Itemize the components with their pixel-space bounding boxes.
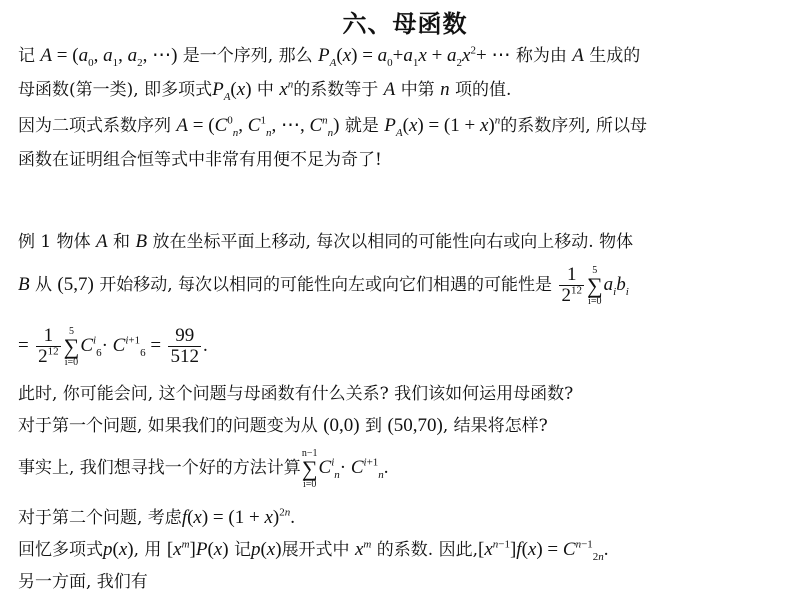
probability-fraction: $\frac{1}{2^{12}}$ [561, 264, 582, 306]
example-line-1: 例 1 物体 A 和 B 放在坐标平面上移动, 每次以相同的可能性向右或向上移动. 物体 [18, 231, 634, 252]
question-line-4: 对于第二个问题, 考虑$f(x) = (1 + x)^{2n}$. [18, 506, 295, 528]
example-line-3: = $\frac{1}{2^{12}}$ 5 ∑ i=0 $C^i_6\cdot C^{i+1}_6$ = $\frac{99}{512}$ . [18, 325, 208, 368]
section-title: 六、母函数 [342, 10, 468, 38]
answer-fraction: $\frac{99}{512}$ [170, 325, 199, 367]
binomial-line-2: 函数在证明组合恒等式中非常有用便不足为奇了! [18, 150, 382, 170]
question-line-5: 回忆多项式p(x), 用 $[x^m]P(x)$ 记p(x)展开式中 $x^m$ 的系数. 因此$,[x^{n-1}]f(x) = C^{n-1}_{2n}$. [18, 538, 609, 563]
definition-line-1: 记 $A = (a_0$, $a_1$, $a_2$, ⋯) 是一个序列, 那么 $P_A(x) = a_0+a_1x + a_2x^2+$ ⋯ 称为由 A 生成的 [18, 44, 641, 69]
question-line-1: 此时, 你可能会问, 这个问题与母函数有什么关系? 我们该如何运用母函数? [18, 384, 574, 404]
example-line-2: B 从 (5,7) 开始移动, 每次以相同的可能性向左或向它们相遇的可能性是 $\frac{1}{2^{12}}$ 5 ∑ i=0 $a_ib_i$ [18, 264, 629, 307]
question-line-2: 对于第一个问题, 如果我们的问题变为从 (0,0) 到 (50,70), 结果将怎样? [18, 415, 548, 436]
question-line-3: 事实上, 我们想寻找一个好的方法计算 n−1 ∑ i=0 $C^i_n\cdot C^{i+1}_n$. [18, 447, 389, 490]
binomial-line-1: 因为二项式系数序列 $A = (C^0_n$, $C^1_n$, ⋯, $C^n_n$) 就是 $P_A(x) = (1 + x)^n$的系数序列, 所以母 [18, 114, 648, 139]
question-line-6: 另一方面, 我们有 [18, 572, 148, 592]
definition-line-2: 母函数(第一类), 即多项式$P_A(x)$ 中 $x^n$的系数等于 A 中第 n 项的值. [18, 78, 512, 103]
summation: 5 ∑ i=0 [586, 264, 603, 307]
